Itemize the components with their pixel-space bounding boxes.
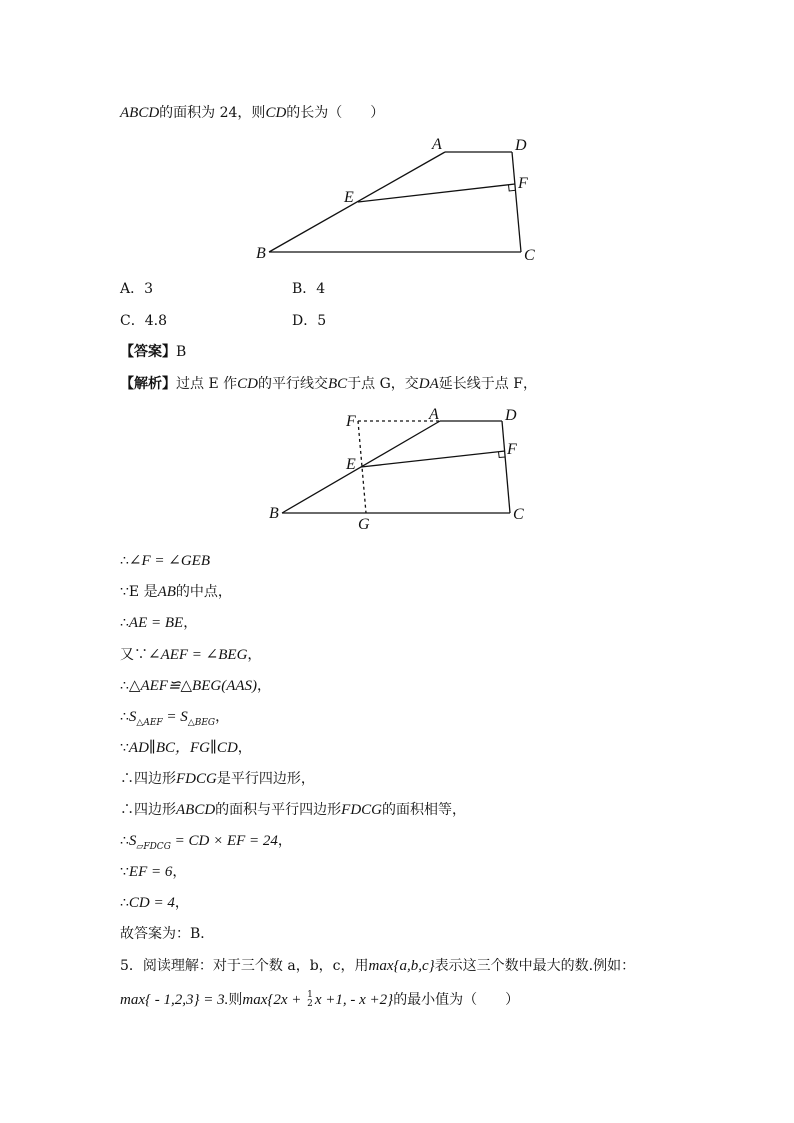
step-5 [120, 676, 271, 696]
step-1 [120, 551, 210, 571]
q5-line-2 [120, 990, 519, 1010]
step-9-math-1: ABCD [176, 802, 216, 818]
step-7-prefix: ∵ [120, 740, 129, 756]
analysis-tag: 【解析】 [120, 376, 176, 392]
analysis-math-bc: BC [327, 376, 348, 392]
fig1-right-angle-mark [509, 185, 516, 191]
answer-value: B [176, 344, 187, 360]
stem-text-2: 的长为（ ） [286, 105, 385, 121]
step-2-prefix: ∵E 是 [120, 584, 158, 600]
fig2-label-b: B [269, 505, 279, 522]
fig2-label-c: C [513, 506, 524, 523]
step-3-suffix: ， [183, 615, 198, 631]
step-3 [120, 613, 197, 633]
analysis-text-4: 延长线于点 F， [438, 376, 537, 392]
fig1-label-e: E [344, 189, 354, 206]
fig1-edge-dc [512, 152, 521, 252]
step-9 [120, 800, 466, 820]
step-6-s2: S [180, 709, 188, 725]
fig2-label-e: E [346, 456, 356, 473]
fig1-label-f: F [518, 175, 528, 192]
option-a: A．3 [120, 281, 154, 297]
step-3-math: AE = BE [128, 615, 184, 631]
step-7 [120, 738, 252, 758]
analysis-text-1: 过点 E 作 [176, 376, 238, 392]
step-6-prefix: ∴ [120, 709, 129, 725]
step-12 [120, 893, 189, 913]
step-6-suffix: ， [215, 709, 230, 725]
step-6 [120, 707, 229, 729]
step-8-prefix: ∴四边形 [120, 771, 176, 787]
step-7-math: AD∥BC，FG∥CD [128, 740, 238, 756]
step-5-suffix: ， [257, 678, 272, 694]
step-11-math: EF = 6 [128, 864, 173, 880]
step-6-eq: = [162, 709, 181, 725]
q5-text-1: 5．阅读理解：对于三个数 a，b，c，用 [120, 958, 369, 974]
q4-stem [120, 103, 384, 123]
q5-line-1 [120, 956, 635, 976]
step-4-prefix: 又∵ [120, 647, 148, 663]
step-9-prefix: ∴四边形 [120, 802, 176, 818]
option-d: D．5 [292, 313, 327, 329]
step-2-math: AB [157, 584, 176, 600]
fig1-segment-ef [358, 184, 515, 202]
stem-math-cd: CD [265, 105, 287, 121]
option-b: B．4 [292, 281, 326, 297]
step-10 [120, 831, 292, 853]
answer-line [120, 342, 186, 362]
fig1-label-c: C [524, 247, 535, 264]
step-8-suffix: 是平行四边形， [216, 771, 315, 787]
fig2-label-a: A [429, 406, 439, 423]
q5-text-2: 表示这三个数中最大的数.例如： [434, 958, 636, 974]
step-10-math: = CD × EF = 24 [170, 833, 278, 849]
fig2-edge-ab [282, 421, 440, 513]
fig2-label-f-right: F [507, 441, 517, 458]
step-12-prefix: ∴ [120, 895, 129, 911]
analysis-line [120, 374, 537, 394]
step-8 [120, 769, 315, 789]
step-6-sub2: △BEG [187, 718, 216, 728]
step-5-prefix: ∴ [120, 678, 129, 694]
q5-text-3: 则 [228, 992, 243, 1008]
step-12-math: CD = 4 [128, 895, 175, 911]
step-9-suffix: 的面积相等， [382, 802, 467, 818]
step-11 [120, 862, 186, 882]
step-13: 故答案为：B． [120, 926, 215, 942]
fig1-label-b: B [256, 245, 266, 262]
step-10-prefix: ∴ [120, 833, 129, 849]
step-11-prefix: ∵ [120, 864, 129, 880]
step-9-mid: 的面积与平行四边形 [215, 802, 342, 818]
analysis-text-3: 于点 G，交 [347, 376, 419, 392]
fig2-label-f-top: F [346, 413, 356, 430]
step-5-math: △AEF≌△BEG(AAS) [128, 678, 258, 694]
step-11-suffix: ， [172, 864, 187, 880]
step-3-prefix: ∴ [120, 615, 129, 631]
step-4 [120, 645, 261, 665]
q5-frac-num: 1 [307, 990, 313, 1000]
step-7-suffix: ， [237, 740, 252, 756]
fig2-label-d: D [505, 407, 517, 424]
analysis-text-2: 的平行线交 [257, 376, 328, 392]
step-6-sub1: △AEF [136, 718, 163, 728]
option-c: C．4.8 [120, 313, 167, 329]
q5-math-expr-1: max{2x + [242, 992, 306, 1008]
fig2-dashed-fg [358, 421, 366, 513]
step-9-math-2: FDCG [341, 802, 383, 818]
q5-frac-den: 2 [307, 999, 313, 1009]
q5-fraction [307, 991, 313, 1009]
step-8-math: FDCG [176, 771, 217, 787]
fig1-label-d: D [515, 137, 527, 154]
fig1-edge-ab [269, 152, 445, 252]
q5-text-4: 的最小值为（ ） [393, 992, 520, 1008]
step-1-prefix: ∴ [120, 553, 129, 569]
stem-math-abcd: ABCD [120, 105, 160, 121]
fig2-right-angle-mark [499, 452, 506, 458]
step-10-s: S [128, 833, 137, 849]
q5-math-expr-2: x +1, - x +2} [314, 992, 394, 1008]
fig2-label-g: G [358, 516, 370, 533]
step-6-s1: S [128, 709, 137, 725]
q5-math-max: max{a,b,c} [368, 958, 435, 974]
step-1-math: ∠F = ∠GEB [128, 553, 211, 569]
answer-tag: 【答案】 [120, 344, 176, 360]
step-12-suffix: ， [174, 895, 189, 911]
step-10-suffix: ， [277, 833, 292, 849]
fig2-edge-dc [502, 421, 510, 513]
q5-math-example: max{ - 1,2,3} = 3. [120, 992, 229, 1008]
analysis-math-da: DA [418, 376, 439, 392]
step-2 [120, 582, 232, 602]
step-4-math: ∠AEF = ∠BEG [148, 647, 248, 663]
step-2-suffix: 的中点， [175, 584, 232, 600]
stem-text-1: 的面积为 24，则 [159, 105, 266, 121]
fig1-label-a: A [432, 136, 442, 153]
fig2-segment-ef [361, 451, 505, 467]
step-10-sub: ▱FDCG [136, 842, 171, 852]
analysis-math-cd: CD [237, 376, 258, 392]
step-4-suffix: ， [247, 647, 262, 663]
